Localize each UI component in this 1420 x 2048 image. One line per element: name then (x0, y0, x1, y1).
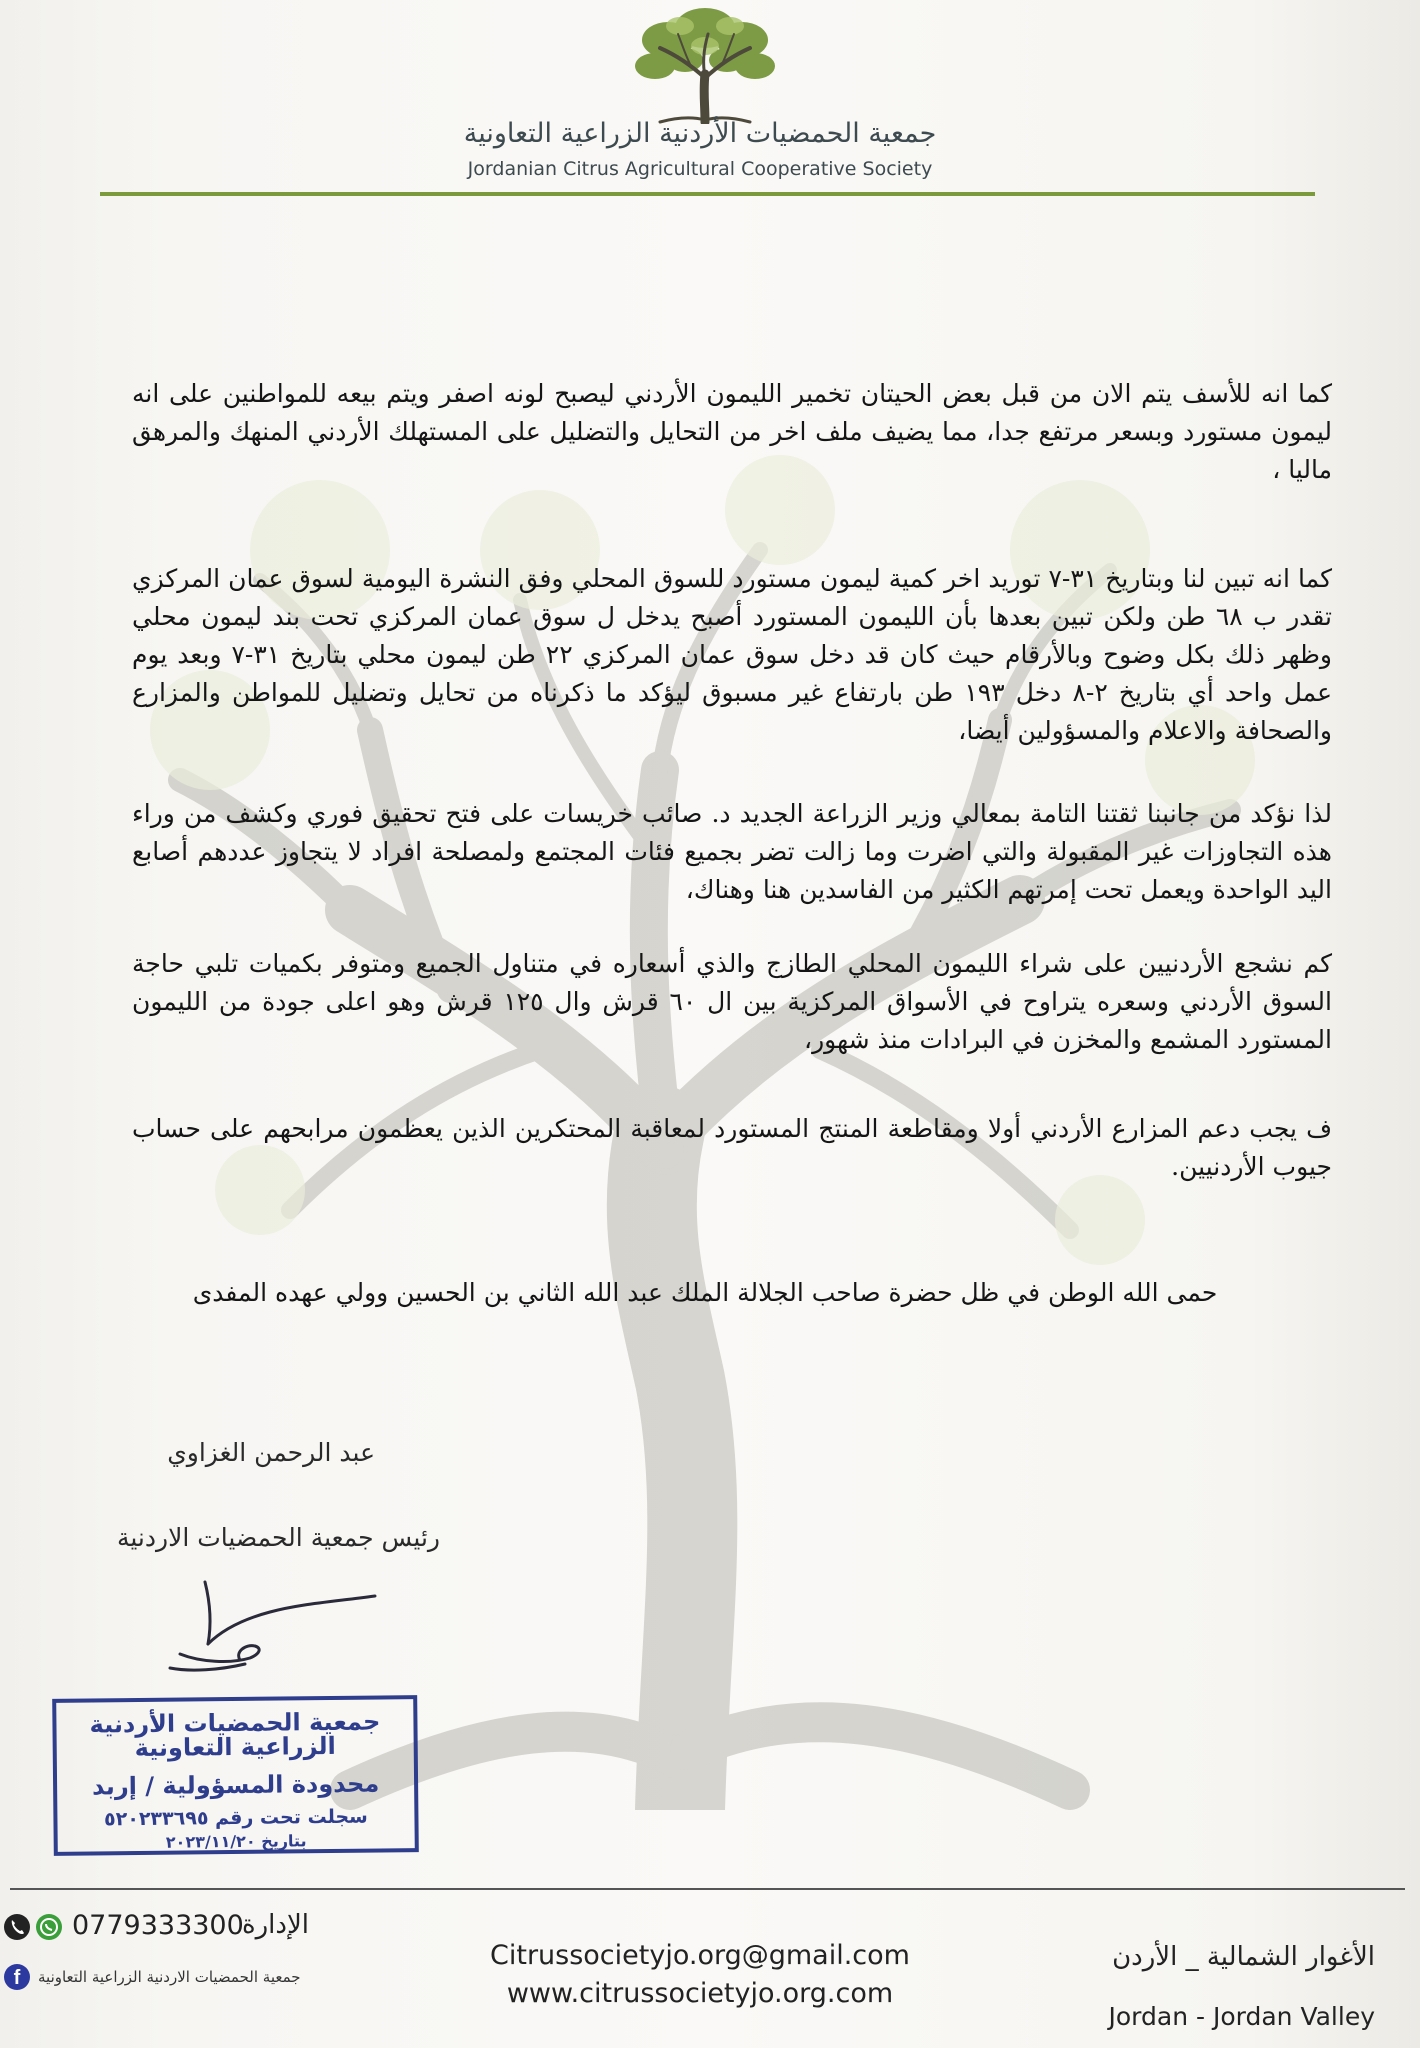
footer-divider (10, 1888, 1405, 1890)
phone-number: 0779333300 (72, 1910, 244, 1941)
phone-contact (2, 1910, 332, 1946)
paragraph-4: كم نشجع الأردنيين على شراء الليمون المحلي الطازج والذي أسعاره في متناول الجميع ومتوفر بكميات تلبي حاجة السوق الأردني وسعره يتراوح في الأسواق المركزية بين ال ٦٠ قرش وال ١٢٥ قرش وهو اعلى جودة من الليمون المستورد المشمع والمخزن في البرادات منذ شهور، (132, 949, 1332, 1054)
facebook-label: جمعية الحمضيات الاردنية الزراعية التعاونية (38, 1968, 301, 1986)
org-name-arabic: جمعية الحمضيات الأردنية الزراعية التعاونية (463, 118, 937, 149)
header-divider (100, 192, 1315, 196)
phone-label: الإدارة (242, 1910, 310, 1940)
signatory-title: رئيس جمعية الحمضيات الاردنية (116, 1523, 440, 1552)
phone-icon (4, 1914, 30, 1940)
signatory-name: عبد الرحمن الغزاوي (167, 1438, 375, 1467)
facebook-icon: f (4, 1964, 30, 1990)
location-english: Jordan - Jordan Valley (1108, 2002, 1375, 2031)
org-name-english: Jordanian Citrus Agricultural Cooperative Society (467, 158, 933, 180)
whatsapp-icon (36, 1914, 62, 1940)
paragraph-2: كما انه تبين لنا وبتاريخ ٣١-٧ توريد اخر كمية ليمون مستورد للسوق المحلي وفق النشرة اليومية لسوق عمان المركزي تقدر ب ٦٨ طن ولكن تبين بعدها بأن الليمون المستورد أصبح يدخل ل سوق عمان المركزي تحت بند ليمون محلي وظهر ذلك بكل وضوح وبالأرقام حيث كان قد دخل سوق عمان المركزي ٢٢ طن ليمون محلي بتاريخ ٣١-٧ وبعد يوم عمل واحد أي بتاريخ ٢-٨ دخل ١٩٣ طن بارتفاع غير مسبوق ليؤكد ما ذكرناه من تحايل وتضليل للمواطن والمزارع والصحافة والاعلام والمسؤولين أيضا، (132, 564, 1332, 745)
stamp-line-4: بتاريخ ٢٠٢٣/١١/٢٠ (165, 1831, 307, 1852)
official-stamp (52, 1695, 419, 1856)
facebook-contact (2, 1960, 332, 1996)
closing-line: حمى الله الوطن في ظل حضرة صاحب الجلالة الملك عبد الله الثاني بن الحسين وولي عهده المفدى (192, 1278, 1218, 1307)
stamp-line-3: سجلت تحت رقم ٥٢٠٢٣٣٦٩٥ (103, 1805, 368, 1831)
email-address: Citrussocietyjo.org@gmail.com (490, 1940, 910, 1971)
website-url: www.citrussocietyjo.org.com (506, 1978, 894, 2009)
handwritten-signature (150, 1572, 380, 1682)
paragraph-5: ف يجب دعم المزارع الأردني أولا ومقاطعة المنتج المستورد لمعاقبة المحتكرين الذين يعظمون مرابحهم على حساب جيوب الأردنيين. (132, 1114, 1332, 1181)
paragraph-3: لذا نؤكد من جانبنا ثقتنا التامة بمعالي وزير الزراعة الجديد د. صائب خريسات على فتح تحقيق فوري وكشف من وراء هذه التجاوزات غير المقبولة والتي اضرت وما زالت تضر بجميع فئات المجتمع ولمصلحة افراد لا يتجاوز عددهم أصابع اليد الواحدة ويعمل تحت إمرتهم الكثير من الفاسدين هنا وهناك، (132, 799, 1332, 904)
paragraph-1: كما انه للأسف يتم الان من قبل بعض الحيتان تخمير الليمون الأردني ليصبح لونه اصفر ويتم بيعه للمواطنين على انه ليمون مستورد وبسعر مرتفع جدا، مما يضيف ملف اخر من التحايل والتضليل على المستهلك الأردني المنهك والمرهق ماليا ، (132, 379, 1332, 484)
stamp-line-2: محدودة المسؤولية / إربد (91, 1769, 380, 1801)
location-arabic: الأغوار الشمالية _ الأردن (1112, 1942, 1375, 1972)
olive-tree-logo (630, 4, 780, 124)
stamp-line-1: جمعية الحمضيات الأردنية الزراعية التعاونية (89, 1707, 381, 1763)
